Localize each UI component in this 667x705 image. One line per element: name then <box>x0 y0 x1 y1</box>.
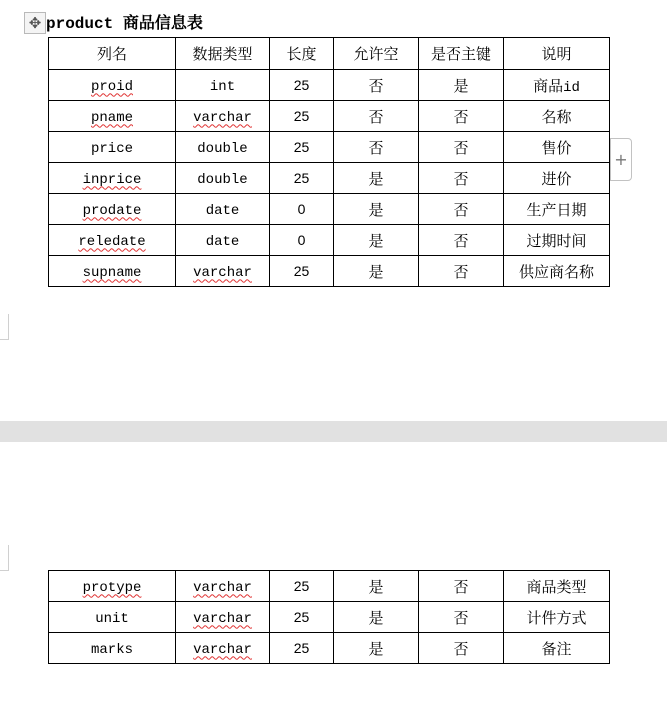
table-move-handle[interactable] <box>24 12 46 34</box>
cell-nullable-text: 是 <box>368 231 384 250</box>
cell-length-text: 0 <box>297 232 306 248</box>
table-row <box>49 571 610 602</box>
cell-description-text: 售价 <box>541 138 572 157</box>
cell-primary-key-text: 否 <box>453 262 469 281</box>
cell-data-type[interactable] <box>176 163 270 194</box>
page-margin-mark <box>0 545 9 571</box>
cell-nullable[interactable] <box>334 163 419 194</box>
cell-primary-key[interactable] <box>419 101 504 132</box>
cell-column-name-text: proid <box>90 78 133 95</box>
cell-data-type[interactable] <box>176 70 270 101</box>
cell-data-type[interactable] <box>176 602 270 633</box>
cell-column-name-text: reledate <box>78 233 146 250</box>
cell-column-name-text: pname <box>90 109 133 126</box>
cell-length[interactable] <box>270 101 334 132</box>
cell-primary-key[interactable] <box>419 225 504 256</box>
cell-length[interactable] <box>270 132 334 163</box>
cell-data-type[interactable] <box>176 256 270 287</box>
cell-data-type-text: varchar <box>193 579 252 596</box>
cell-length[interactable] <box>270 571 334 602</box>
cell-column-name-text: inprice <box>82 171 142 188</box>
cell-column-name[interactable] <box>49 132 176 163</box>
table-row <box>49 633 610 664</box>
cell-primary-key[interactable] <box>419 70 504 101</box>
cell-description[interactable] <box>504 225 610 256</box>
move-cross-icon: ✥ <box>28 13 42 32</box>
header-nullable-text: 允许空 <box>353 45 399 63</box>
cell-length-text: 25 <box>293 108 310 124</box>
cell-primary-key-text: 否 <box>453 169 469 188</box>
cell-length-text: 25 <box>293 77 310 93</box>
cell-description-text: 进价 <box>541 169 572 188</box>
cell-primary-key-text: 否 <box>453 608 469 627</box>
cell-column-name[interactable] <box>49 225 176 256</box>
document-title <box>46 12 203 34</box>
cell-data-type[interactable] <box>176 571 270 602</box>
cell-length[interactable] <box>270 633 334 664</box>
cell-nullable[interactable] <box>334 225 419 256</box>
cell-nullable[interactable] <box>334 633 419 664</box>
cell-description[interactable] <box>504 70 610 101</box>
cell-length[interactable] <box>270 194 334 225</box>
cell-data-type[interactable] <box>176 225 270 256</box>
cell-column-name[interactable] <box>49 633 176 664</box>
cell-description[interactable] <box>504 256 610 287</box>
table-header-row <box>49 38 610 70</box>
cell-primary-key-text: 否 <box>453 231 469 250</box>
cell-primary-key-text: 否 <box>453 639 469 658</box>
cell-nullable[interactable] <box>334 602 419 633</box>
cell-length[interactable] <box>270 225 334 256</box>
cell-nullable-text: 是 <box>368 262 384 281</box>
cell-data-type[interactable] <box>176 633 270 664</box>
add-row-button[interactable] <box>610 138 632 181</box>
header-data-type[interactable] <box>176 38 270 70</box>
cell-primary-key[interactable] <box>419 602 504 633</box>
cell-nullable-text: 否 <box>368 76 384 95</box>
table-row <box>49 225 610 256</box>
cell-length-text: 25 <box>293 170 310 186</box>
header-description[interactable] <box>504 38 610 70</box>
cell-data-type[interactable] <box>176 132 270 163</box>
header-description-text: 说明 <box>541 45 572 63</box>
cell-nullable-text: 是 <box>368 577 384 596</box>
cell-nullable[interactable] <box>334 101 419 132</box>
cell-nullable[interactable] <box>334 256 419 287</box>
cell-data-type-text: varchar <box>193 264 252 281</box>
cell-data-type-text: date <box>205 202 240 219</box>
table-row <box>49 101 610 132</box>
cell-description[interactable] <box>504 602 610 633</box>
cell-length-text: 25 <box>293 263 310 279</box>
cell-column-name-text: unit <box>95 610 129 627</box>
table-row <box>49 602 610 633</box>
header-length-text: 长度 <box>286 45 317 63</box>
cell-description[interactable] <box>504 633 610 664</box>
cell-primary-key[interactable] <box>419 633 504 664</box>
cell-column-name[interactable] <box>49 163 176 194</box>
cell-nullable[interactable] <box>334 70 419 101</box>
cell-data-type-text: double <box>197 171 248 188</box>
cell-column-name-text: marks <box>90 641 133 658</box>
header-length[interactable] <box>270 38 334 70</box>
cell-length-text: 25 <box>293 139 310 155</box>
cell-primary-key[interactable] <box>419 256 504 287</box>
cell-data-type-text: varchar <box>193 641 252 658</box>
cell-data-type[interactable] <box>176 194 270 225</box>
cell-column-name[interactable] <box>49 571 176 602</box>
plus-icon: + <box>614 150 628 169</box>
table-row <box>49 163 610 194</box>
cell-description-text: 备注 <box>541 639 572 658</box>
cell-description-text: 商品id <box>533 76 580 96</box>
header-column-name-text: 列名 <box>96 45 127 63</box>
cell-primary-key-text: 是 <box>453 76 469 95</box>
cell-length-text: 25 <box>293 640 310 656</box>
table-row <box>49 132 610 163</box>
cell-nullable-text: 是 <box>368 200 384 219</box>
cell-nullable[interactable] <box>334 571 419 602</box>
cell-primary-key[interactable] <box>419 571 504 602</box>
cell-description-text: 供应商名称 <box>518 262 594 281</box>
title-code: product <box>46 15 114 33</box>
cell-description[interactable] <box>504 194 610 225</box>
cell-data-type-text: varchar <box>193 610 252 627</box>
title-chinese: 商品信息表 <box>122 13 203 32</box>
cell-nullable-text: 否 <box>368 107 384 126</box>
cell-description-text: 生产日期 <box>526 200 587 219</box>
cell-column-name[interactable] <box>49 194 176 225</box>
header-primary-key-text: 是否主键 <box>430 45 491 63</box>
cell-description-text: 商品类型 <box>526 577 587 596</box>
product-spec-table <box>48 37 610 287</box>
cell-column-name-text: supname <box>82 264 142 281</box>
cell-column-name[interactable] <box>49 101 176 132</box>
cell-nullable-text: 否 <box>368 138 384 157</box>
cell-column-name[interactable] <box>49 70 176 101</box>
cell-data-type-text: int <box>209 78 236 95</box>
cell-primary-key[interactable] <box>419 132 504 163</box>
cell-nullable-text: 是 <box>368 639 384 658</box>
cell-primary-key-text: 否 <box>453 107 469 126</box>
cell-description[interactable] <box>504 163 610 194</box>
cell-description[interactable] <box>504 571 610 602</box>
page-break-gap <box>0 421 667 442</box>
cell-primary-key[interactable] <box>419 194 504 225</box>
cell-data-type[interactable] <box>176 101 270 132</box>
cell-length[interactable] <box>270 256 334 287</box>
cell-nullable-text: 是 <box>368 608 384 627</box>
cell-column-name-text: price <box>90 140 133 157</box>
cell-column-name[interactable] <box>49 256 176 287</box>
header-data-type-text: 数据类型 <box>192 45 253 63</box>
table-row <box>49 256 610 287</box>
cell-nullable[interactable] <box>334 194 419 225</box>
cell-primary-key-text: 否 <box>453 577 469 596</box>
cell-length[interactable] <box>270 163 334 194</box>
table-row <box>49 70 610 101</box>
cell-primary-key-text: 否 <box>453 200 469 219</box>
cell-description[interactable] <box>504 101 610 132</box>
cell-description[interactable] <box>504 132 610 163</box>
cell-column-name[interactable] <box>49 602 176 633</box>
cell-length[interactable] <box>270 70 334 101</box>
cell-description-text: 名称 <box>541 107 572 126</box>
cell-nullable-text: 是 <box>368 169 384 188</box>
cell-column-name-text: protype <box>82 579 142 596</box>
cell-data-type-text: varchar <box>193 109 252 126</box>
cell-primary-key-text: 否 <box>453 138 469 157</box>
cell-column-name-text: prodate <box>82 202 142 219</box>
cell-description-text: 计件方式 <box>526 608 587 627</box>
cell-length-text: 25 <box>293 578 310 594</box>
table-row <box>49 194 610 225</box>
page-margin-mark <box>0 314 9 340</box>
cell-length-text: 25 <box>293 609 310 625</box>
cell-data-type-text: date <box>205 233 240 250</box>
cell-length[interactable] <box>270 602 334 633</box>
cell-length-text: 0 <box>297 201 306 217</box>
header-column-name[interactable] <box>49 38 176 70</box>
header-primary-key[interactable] <box>419 38 504 70</box>
cell-primary-key[interactable] <box>419 163 504 194</box>
cell-data-type-text: double <box>197 140 248 157</box>
header-nullable[interactable] <box>334 38 419 70</box>
cell-nullable[interactable] <box>334 132 419 163</box>
product-spec-table-continued <box>48 570 610 664</box>
cell-description-text: 过期时间 <box>526 231 587 250</box>
